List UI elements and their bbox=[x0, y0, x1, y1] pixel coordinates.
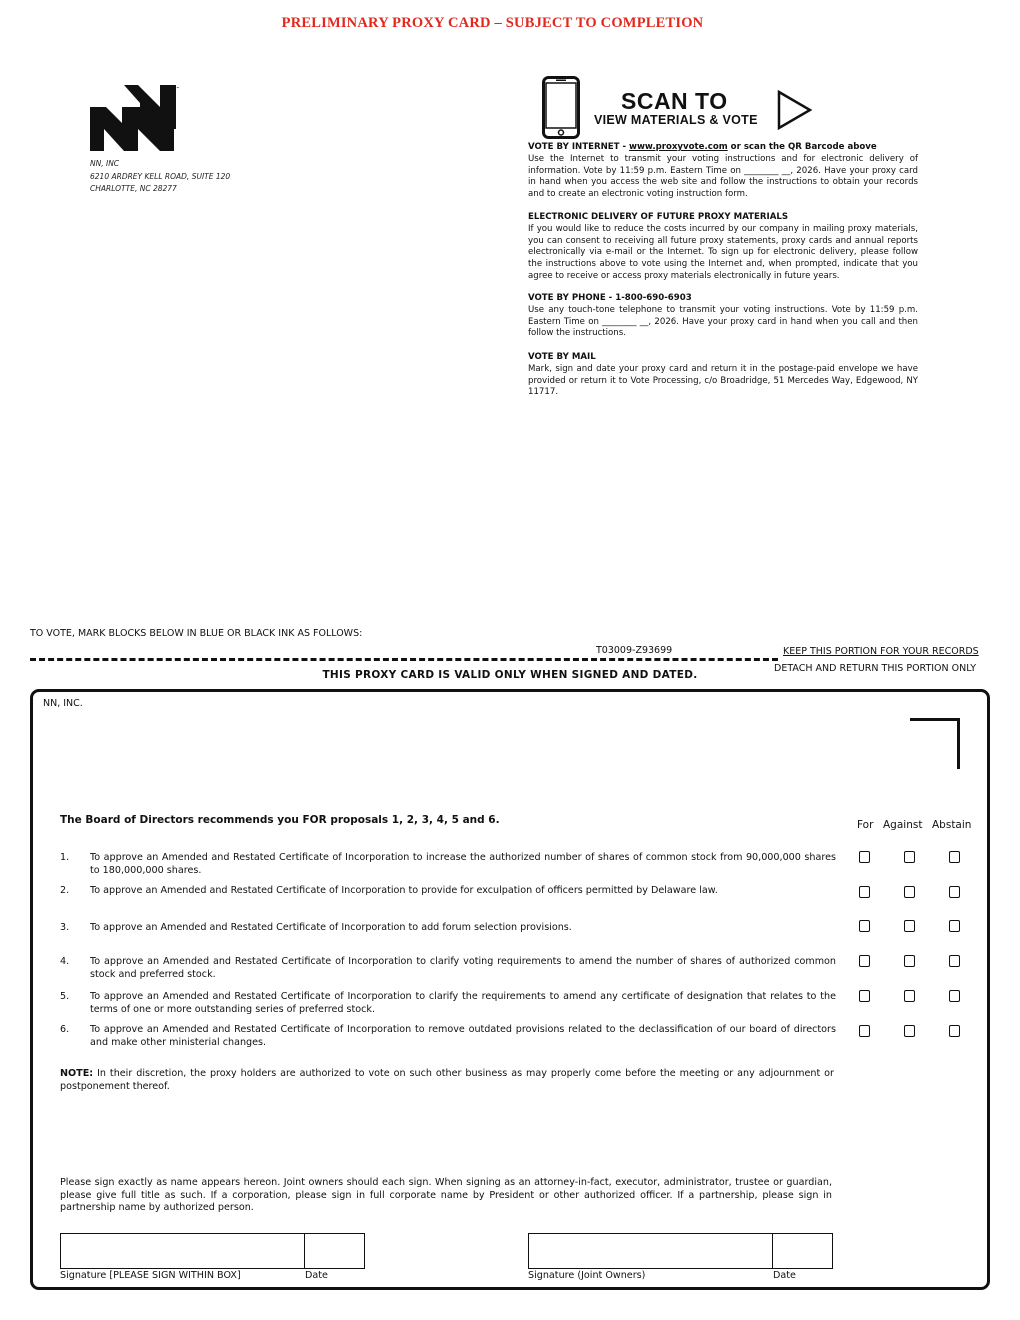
nn-logo bbox=[90, 85, 182, 155]
proposal-4-abstain-checkbox[interactable] bbox=[949, 955, 960, 967]
scan-subheading: VIEW MATERIALS & VOTE bbox=[594, 113, 758, 127]
play-arrow-icon bbox=[776, 90, 812, 134]
column-for: For bbox=[857, 819, 874, 831]
address-company-name: NN, INC bbox=[90, 159, 120, 168]
joint-signature-label: Signature (Joint Owners) bbox=[528, 1270, 646, 1281]
keep-portion-label: KEEP THIS PORTION FOR YOUR RECORDS bbox=[783, 646, 979, 657]
proposal-text: To approve an Amended and Restated Certificate of Incorporation to provide for exculpation of officers permitted by Delaware law. bbox=[90, 885, 718, 896]
column-abstain: Abstain bbox=[932, 819, 972, 831]
address-line1: 6210 ARDREY KELL ROAD, SUITE 120 bbox=[90, 171, 231, 181]
proposal-6-against-checkbox[interactable] bbox=[904, 1025, 915, 1037]
proposal-3-for-checkbox[interactable] bbox=[859, 920, 870, 932]
proposal-number: 6. bbox=[60, 1024, 70, 1035]
proposal-1-abstain-checkbox[interactable] bbox=[949, 851, 960, 863]
proposal-3-abstain-checkbox[interactable] bbox=[949, 920, 960, 932]
note-paragraph bbox=[60, 1068, 834, 1093]
proposal-number: 3. bbox=[60, 922, 70, 933]
control-number: T03009-Z93699 bbox=[596, 645, 673, 656]
proposal-2-abstain-checkbox[interactable] bbox=[949, 886, 960, 898]
vote-mail-heading: VOTE BY MAIL bbox=[528, 352, 596, 362]
vote-mail-body: Mark, sign and date your proxy card and return it in the postage-paid envelope we have provided or return it to Vote Processing, c/o Broadridge, 51 Mercedes Way, Edgewood, NY 11717. bbox=[528, 363, 918, 398]
to-vote-instruction: TO VOTE, MARK BLOCKS BELOW IN BLUE OR BLACK INK AS FOLLOWS: bbox=[30, 628, 363, 639]
vote-internet-heading-suffix: or scan the QR Barcode above bbox=[727, 142, 877, 152]
electronic-delivery-heading: ELECTRONIC DELIVERY OF FUTURE PROXY MATERIALS bbox=[528, 212, 789, 222]
signature-label: Signature [PLEASE SIGN WITHIN BOX] bbox=[60, 1270, 241, 1281]
vote-by-mail-section bbox=[528, 352, 918, 399]
company-address bbox=[90, 158, 230, 196]
column-against: Against bbox=[883, 819, 923, 831]
board-recommendation: The Board of Directors recommends you FOR proposals 1, 2, 3, 4, 5 and 6. bbox=[60, 814, 500, 826]
vote-by-internet-section bbox=[528, 142, 918, 201]
proposal-text: To approve an Amended and Restated Certificate of Incorporation to increase the authorized number of shares of common stock from 90,000,000 shares to 180,000,000 shares. bbox=[90, 852, 836, 876]
card-company-name: NN, INC. bbox=[43, 698, 83, 709]
proposal-5-abstain-checkbox[interactable] bbox=[949, 990, 960, 1002]
proposal-3-against-checkbox[interactable] bbox=[904, 920, 915, 932]
note-text: In their discretion, the proxy holders are authorized to vote on such other business as may properly come before the meeting or any adjournment or postponement thereof. bbox=[60, 1068, 834, 1092]
proposal-text: To approve an Amended and Restated Certificate of Incorporation to clarify the requirements to amend any certificate of designation that relates to the terms of one or more outstanding series of preferred stock. bbox=[90, 991, 836, 1015]
proposal-5-for-checkbox[interactable] bbox=[859, 990, 870, 1002]
detach-portion-label: DETACH AND RETURN THIS PORTION ONLY bbox=[774, 663, 977, 674]
proposal-2-for-checkbox[interactable] bbox=[859, 886, 870, 898]
signature-field[interactable] bbox=[60, 1233, 305, 1269]
address-line2: CHARLOTTE, NC 28277 bbox=[90, 184, 177, 193]
electronic-delivery-section bbox=[528, 212, 918, 283]
svg-text:™: ™ bbox=[176, 86, 180, 91]
proposal-1-for-checkbox[interactable] bbox=[859, 851, 870, 863]
proposal-5-against-checkbox[interactable] bbox=[904, 990, 915, 1002]
vote-internet-heading-prefix: VOTE BY INTERNET - bbox=[528, 142, 630, 152]
proposal-4-for-checkbox[interactable] bbox=[859, 955, 870, 967]
valid-notice: THIS PROXY CARD IS VALID ONLY WHEN SIGNED AND DATED. bbox=[322, 669, 698, 681]
proposal-6-for-checkbox[interactable] bbox=[859, 1025, 870, 1037]
detach-line bbox=[30, 658, 778, 661]
note-label: NOTE: bbox=[60, 1068, 94, 1079]
proposal-2-against-checkbox[interactable] bbox=[904, 886, 915, 898]
proposal-number: 1. bbox=[60, 852, 70, 863]
proposal-number: 2. bbox=[60, 885, 70, 896]
proxyvote-link[interactable]: www.proxyvote.com bbox=[629, 142, 728, 152]
vote-internet-body: Use the Internet to transmit your voting instructions and for electronic delivery of information. Vote by 11:59 p.m. Eastern Time on ________ __, 2026. Have your proxy card in hand when you access the web site and follow the instructions to obtain your records and to create an electronic voting instruction form. bbox=[528, 153, 918, 200]
proposal-text: To approve an Amended and Restated Certificate of Incorporation to clarify voting requirements to amend the number of shares of authorized common stock and preferred stock. bbox=[90, 956, 836, 980]
joint-date-label: Date bbox=[773, 1270, 796, 1281]
corner-mark bbox=[910, 718, 960, 769]
proposal-number: 5. bbox=[60, 991, 70, 1002]
proposal-4-against-checkbox[interactable] bbox=[904, 955, 915, 967]
proposal-number: 4. bbox=[60, 956, 70, 967]
signing-instructions: Please sign exactly as name appears hereon. Joint owners should each sign. When signing as an attorney-in-fact, executor, administrator, trustee or guardian, please give full title as such. If a corporation, please sign in full corporate name by President or other authorized officer. If a partnership, please sign in partnership name by authorized person. bbox=[60, 1177, 832, 1213]
scan-to-heading: SCAN TO bbox=[621, 88, 728, 114]
date-label: Date bbox=[305, 1270, 328, 1281]
vote-phone-body: Use any touch-tone telephone to transmit your voting instructions. Vote by 11:59 p.m. Eastern Time on ________ __, 2026. Have your proxy card in hand when you call and then follow the instructions. bbox=[528, 304, 918, 339]
electronic-delivery-body: If you would like to reduce the costs incurred by our company in mailing proxy materials, you can consent to receiving all future proxy statements, proxy cards and annual reports electronically via e-mail or the Internet. To sign up for electronic delivery, please follow the instructions above to vote using the Internet and, when prompted, indicate that you agree to receive or access proxy materials electronically in future years. bbox=[528, 223, 918, 281]
proposal-1-against-checkbox[interactable] bbox=[904, 851, 915, 863]
preliminary-heading: PRELIMINARY PROXY CARD – SUBJECT TO COMPLETION bbox=[281, 15, 704, 31]
vote-phone-heading: VOTE BY PHONE - 1-800-690-6903 bbox=[528, 293, 692, 303]
joint-signature-field[interactable] bbox=[528, 1233, 773, 1269]
vote-by-phone-section bbox=[528, 293, 918, 340]
smartphone-icon bbox=[542, 76, 580, 143]
proposal-text: To approve an Amended and Restated Certificate of Incorporation to add forum selection provisions. bbox=[90, 922, 572, 933]
joint-date-field[interactable] bbox=[772, 1233, 833, 1269]
vote-internet-heading bbox=[528, 142, 918, 154]
proposal-text: To approve an Amended and Restated Certificate of Incorporation to remove outdated provisions related to the declassification of our board of directors and make other ministerial changes. bbox=[90, 1024, 836, 1048]
date-field[interactable] bbox=[304, 1233, 365, 1269]
proposal-6-abstain-checkbox[interactable] bbox=[949, 1025, 960, 1037]
